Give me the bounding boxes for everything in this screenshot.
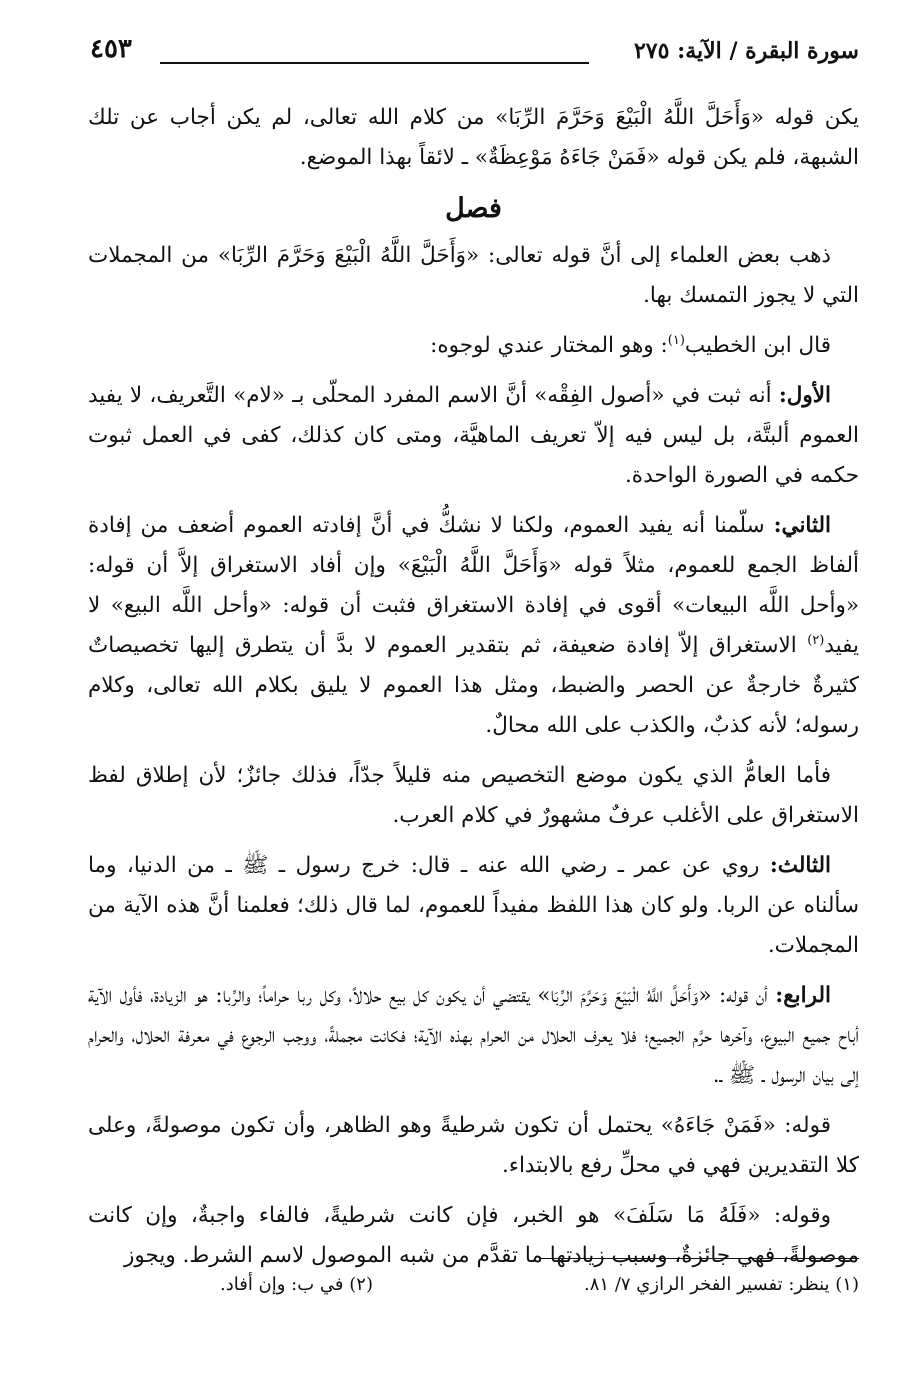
paragraph-6: فأما العامُّ الذي يكون موضع التخصيص منه قليلاً جدّاً، فذلك جائزٌ؛ لأن إطلاق لفظ الاستغراق على الأغلب عرفٌ مشهورٌ في كلام العرب.	[88, 763, 859, 828]
section-heading: فصل	[445, 193, 502, 224]
paragraph-3	[88, 326, 859, 366]
page-header	[90, 34, 859, 74]
header-rule	[160, 62, 589, 64]
second-reason-text-a: سلّمنا أنه يفيد العموم، ولكنا لا نشكُّ في أنَّ إفادته العموم أضعف من إفادة ألفاظ الجمع للعموم، مثلاً قوله «وَأَحَلَّ اللَّهُ الْبَيْعَ» وإن أفاد الاستغراق إلاَّ أن قوله: «وأحل اللَّه البيعات» أقوى في إفادة الاستغراق فثبت أن قوله: «وأحل اللَّه البيع» لا يفيد	[88, 513, 859, 658]
paragraph-1: يكن قوله «وَأَحَلَّ اللَّهُ الْبَيْعَ وَحَرَّمَ الرِّبَا» من كلام الله تعالى، لم يكن أجاب عن تلك الشبهة، فلم يكن قوله «فَمَنْ جَاءَهُ مَوْعِظَةٌ» ـ لائقاً بهذا الموضع.	[88, 105, 859, 170]
footnote-ref-1: (١)	[667, 332, 685, 348]
footnote-1: (١) ينظر: تفسير الفخر الرازي ٧/ ٨١.	[584, 1274, 859, 1295]
main-text	[88, 98, 859, 1286]
second-reason-text-b: الاستغراق إلاّ إفادة ضعيفة، ثم بتقدير العموم لا بدَّ أن يتطرق إليها تخصيصاتٌ كثيرةٌ خارجةٌ عن الحصر والضبط، ومثل هذا العموم لا يليق بكلام الله تعالى، وكلام رسوله؛ لأنه كذبٌ، والكذب على الله محالٌ.	[88, 633, 859, 738]
third-reason-text: روي عن عمر ـ رضي الله عنه ـ قال: خرج رسول ـ ﷺ ـ من الدنيا، وما سألناه عن الربا. ولو كان هذا اللفظ مفيداً للعموم، لما قال ذلك؛ فعلمنا أنَّ هذه الآية من المجملات.	[88, 853, 859, 958]
first-reason-lead: الأول:	[778, 383, 831, 408]
paragraph-3-rest: : وهو المختار عندي لوجوه:	[430, 333, 668, 358]
paragraph-9: قوله: «فَمَنْ جَاءَهُ» يحتمل أن تكون شرطيةً وهو الظاهر، وأن تكون موصولةً، وعلى كلا التقديرين فهي في محلِّ رفع بالابتداء.	[88, 1113, 859, 1178]
second-reason-lead: الثاني:	[773, 513, 831, 538]
third-reason-lead: الثالث:	[769, 853, 831, 878]
paragraph-first-reason	[88, 376, 859, 496]
footnote-separator	[541, 1258, 859, 1259]
running-head-title: سورة البقرة / الآية: ٢٧٥	[633, 38, 859, 64]
paragraph-10: وقوله: «فَلَهُ مَا سَلَفَ» هو الخبر، فإن كانت شرطيةً، فالفاء واجبةٌ، وإن كانت موصولةً، فهي جائزةٌ، وسبب زيادتها ما تقدَّم من شبه الموصول لاسم الشرط. ويجوز	[88, 1203, 859, 1268]
paragraph-2: ذهب بعض العلماء إلى أنَّ قوله تعالى: «وَأَحَلَّ اللَّهُ الْبَيْعَ وَحَرَّمَ الرِّبَا» من المجملات التي لا يجوز التمسك بها.	[88, 243, 859, 308]
paragraph-second-reason	[88, 506, 859, 746]
first-reason-text: أنه ثبت في «أصول الفِقْه» أنَّ الاسم المفرد المحلّى بـ «لام» التَّعريف، لا يفيد العموم ألبتَّة، بل ليس فيه إلاّ تعريف الماهيَّة، ومتى كان كذلك، كفى في العمل ثبوت حكمه في الصورة الواحدة.	[88, 383, 859, 488]
paragraph-3-text: قال ابن الخطيب	[684, 333, 831, 358]
paragraph-fourth-reason	[88, 976, 859, 1096]
fourth-reason-lead: الرابع:	[775, 983, 831, 1008]
paragraph-third-reason	[88, 846, 859, 966]
footnote-ref-2: (٢)	[807, 632, 825, 648]
page-number: ٤٥٣	[90, 34, 132, 64]
fourth-reason-text: أن قوله: «وَأَحَلَّ اللَّهُ الْبَيْعَ وَحَرَّمَ الرِّبَا» يقتضي أن يكون كل بيع حلالاً، وكل ربا حراماً؛ والرِّبا: هو الزيادة، فأول الآية أباح جميع البيوع، وآخرها حرَّم الجميع؛ فلا يعرف الحلال من الحرام بهذه الآية؛ فكانت مجملةً، ووجب الرجوع في معرفة الحلال، والحرام إلى بيان الرسول ـ ﷺ ـ.	[88, 983, 859, 1088]
footnote-2: (٢) في ب: وإن أفاد.	[220, 1274, 373, 1295]
